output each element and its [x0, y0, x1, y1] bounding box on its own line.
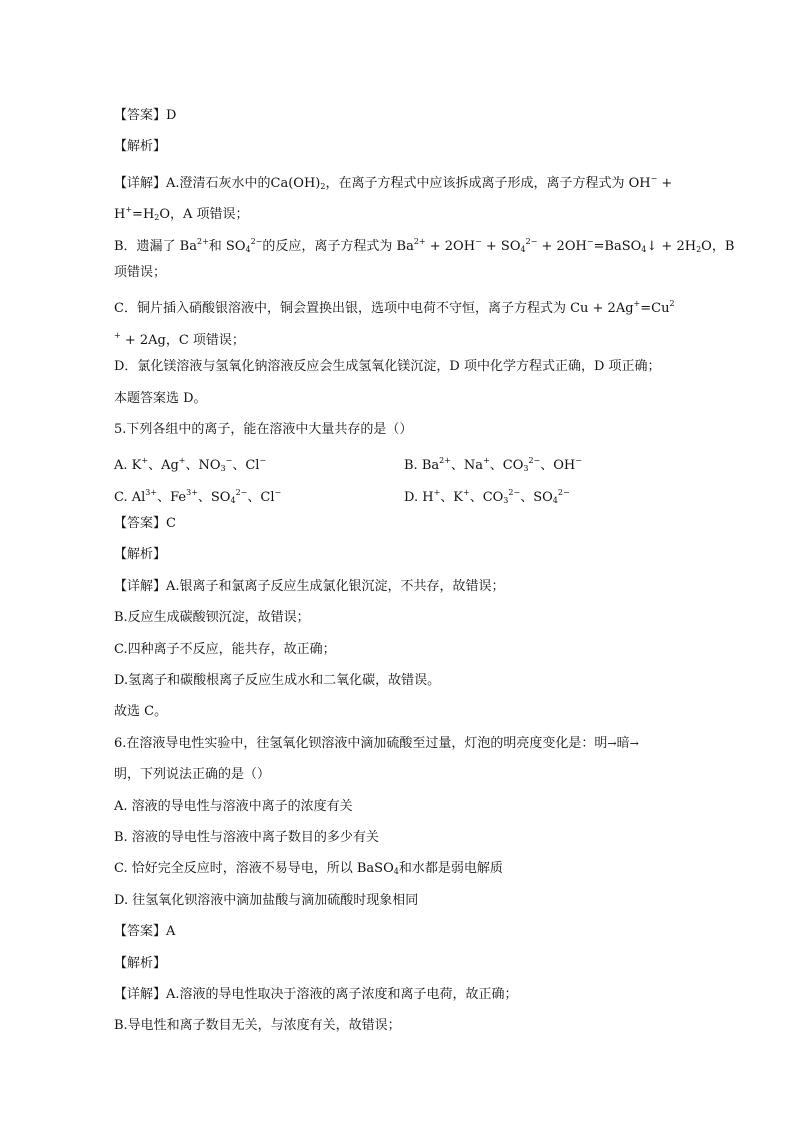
q5-summary: 故选 C。 — [114, 704, 168, 720]
q6-option-d: D. 往氢氧化钡溶液中滴加盐酸与滴加硫酸时现象相同 — [114, 892, 419, 908]
q6-answer: 【答案】A — [114, 924, 176, 940]
q5-option-b: B. $Ba^{2+}$、Na+、$CO_3^{2-}$、OH− — [404, 456, 582, 474]
q5-explain-d: D.氢离子和碳酸根离子反应生成水和二氧化碳，故错误。 — [114, 673, 441, 689]
q6-option-c: C. 恰好完全反应时，溶液不易导电，所以 BaSO$_4$和水都是弱电解质 — [114, 861, 503, 877]
q6-stem-line1: 6.在溶液导电性实验中，往氢氧化钡溶液中滴加硫酸至过量，灯泡的明亮度变化是：明→暗→ — [114, 735, 639, 751]
q5-stem: 5.下列各组中的离子，能在溶液中大量共存的是（） — [114, 421, 413, 437]
q5-analysis-heading: 【解析】 — [114, 547, 167, 563]
q4-analysis-heading: 【解析】 — [114, 139, 167, 155]
q4-explain-a-line2: $H^+=H_2O$，A 项错误； — [114, 205, 249, 223]
q5-option-a: A. K+、Ag+、$NO_3^-$、Cl− — [114, 456, 267, 474]
q4-answer: 【答案】D — [114, 108, 177, 123]
q4-summary: 本题答案选 D。 — [114, 390, 207, 406]
q4-explain-b-line1: B．遗漏了 $Ba^{2+}$和 $SO_4^{2-}$的反应，离子方程式为 $Ba^{2+} + 2OH^- + SO_4^{2-}$ + 2OH−=BaSO$_4$↓ + $2H_2O$，B — [114, 236, 735, 254]
q5-explain-b: B.反应生成碳酸钡沉淀，故错误； — [114, 610, 310, 626]
q4-explain-d: D．氯化镁溶液与氢氧化钠溶液反应会生成氢氧化镁沉淀，D 项中化学方程式正确，D 项正确； — [114, 359, 661, 375]
q5-explain-c: C.四种离子不反应，能共存，故正确； — [114, 641, 336, 657]
q6-option-a: A. 溶液的导电性与溶液中离子的浓度有关 — [114, 798, 353, 814]
arrow-right-icon: → — [607, 736, 617, 750]
arrow-right-icon: → — [629, 736, 639, 750]
q5-options-row2 — [114, 477, 694, 508]
q6-explain-b: B.导电性和离子数目无关，与浓度有关，故错误； — [114, 1018, 401, 1034]
q4-explain-b-line2: 项错误； — [114, 264, 167, 280]
document-page — [114, 100, 735, 1042]
q5-options-row1 — [114, 445, 694, 476]
q5-option-c: C. $Al^{3+}$、$Fe^{3+}$、$SO_4^{2-}$、Cl− — [114, 487, 282, 505]
q4-explain-c-line1: C．铜片插入硝酸银溶液中，铜会置换出银，选项中电荷不守恒，离子方程式为 $Cu + 2Ag^+=Cu^2$ — [114, 299, 675, 317]
q5-explain-a: 【详解】A.银离子和氯离子反应生成氯化银沉淀，不共存，故错误； — [114, 578, 505, 594]
q5-option-d: D. H+、K+、$CO_3^{2-}$、$SO_4^{2-}$ — [404, 487, 570, 505]
q6-explain-a: 【详解】A.溶液的导电性取决于溶液的离子浓度和离子电荷，故正确； — [114, 986, 518, 1002]
q4-explain-c-line2: + + 2Ag，C 项错误； — [114, 330, 245, 348]
q5-answer: 【答案】C — [114, 516, 176, 532]
q6-stem-line2: 明，下列说法正确的是（） — [114, 767, 271, 783]
q6-analysis-heading: 【解析】 — [114, 955, 167, 971]
q4-explain-a-line1: 【详解】A.澄清石灰水中的$Ca(OH)_2$，在离子方程式中应该拆成离子形成，离子方程式为 OH− + — [114, 173, 673, 191]
q6-option-b: B. 溶液的导电性与溶液中离子数目的多少有关 — [114, 829, 379, 845]
